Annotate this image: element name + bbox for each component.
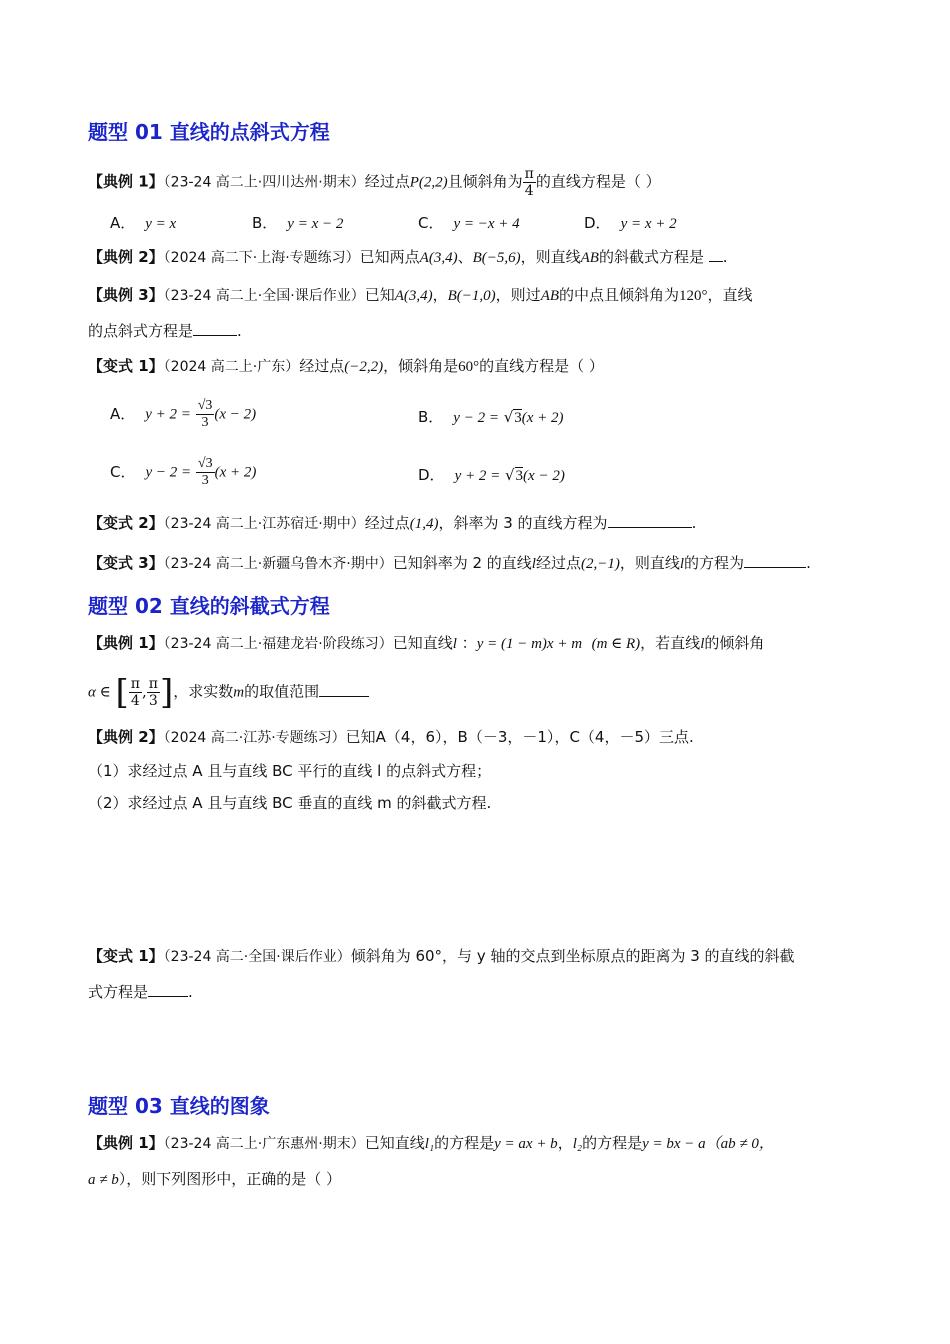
angle: 120° [679,288,708,304]
text: . [691,514,697,532]
text: 的方程是 [582,1134,643,1152]
alpha-range: α ∈ [88,684,111,701]
point-P: P(2,2) [409,174,448,191]
text: 已知 [364,286,395,304]
right-bracket: ] [159,672,174,713]
text: ，则过 [495,286,541,304]
s1-variant-2 [88,512,696,535]
text: . [806,554,811,572]
text: 、 [457,248,473,266]
text: ），则下列图形中，正确的是（ ） [118,1170,342,1188]
s3-example-1-line2 [88,1168,341,1191]
point-A: A(3,4) [419,250,458,266]
fraction-pi-4: $\frac{\pi}{4}$ [524,166,534,199]
answer-blank[interactable] [744,553,806,568]
fraction-pi-3: $\frac{\pi}{3}$ [148,676,158,709]
text: 且倾斜角为 [447,172,523,191]
s2-example-2-q1: （1）求经过点 A 且与直线 BC 平行的直线 l 的点斜式方程； [88,762,492,780]
text: ，则直线 [520,248,581,266]
text: 的点斜式方程是 [88,322,194,340]
text: . [237,322,242,340]
tag: 【变式 3】 [88,554,164,572]
text: 经过点 [535,554,581,572]
tag: 【典例 2】 [88,728,164,746]
v1-option-d: D． y + 2 = √3(x − 2) [418,466,565,484]
fraction-pi-4: $\frac{\pi}{4}$ [130,676,140,709]
option-c: C． y = −x + 4 [418,214,520,232]
line-l: l [531,556,536,572]
point-B: B(−5,6) [472,250,521,266]
answer-blank[interactable] [148,982,188,997]
text: 已知斜率为 2 的直线 [392,554,532,572]
s1-example-1 [88,166,661,199]
source: （2024 高二·江苏·专题练习） [163,730,346,746]
text: ， [432,286,448,304]
angle: 60° [458,359,480,375]
source: （23-24 高二·全国·课后作业） [163,949,351,965]
point-B: B(−1,0) [447,288,496,304]
tag: 【典例 3】 [88,286,164,304]
text: ，直线 [707,286,753,304]
v1-option-c: C． y − 2 = $\frac{√3}{3}$ (x + 2) [110,456,257,488]
v1-option-b: B． y − 2 = √3(x + 2) [418,408,564,426]
text: ，求实数 [173,682,234,701]
point-C: C（4，－5） [569,728,660,746]
condition-2: a ≠ b [88,1172,119,1188]
answer-blank[interactable] [608,513,692,528]
option-a: A． y = x [110,214,177,232]
option-b: B． y = x − 2 [252,214,344,232]
text: 的方程为 [684,554,745,572]
text: 式方程是 [88,983,149,1001]
text: 的取值范围 [244,682,320,701]
line-l: l [700,636,705,652]
segment-AB: AB [580,250,599,266]
text: ，斜率为 3 的直线方程为 [438,514,608,532]
s3-example-1 [88,1132,774,1155]
text: 经过点 [299,357,345,375]
s2-example-1 [88,632,764,655]
equation-1: y = ax + b [494,1136,558,1152]
var-m: m [233,684,245,701]
text: 已知直线 [392,634,453,652]
text: 倾斜角为 60°，与 y 轴的交点到坐标原点的距离为 3 的直线的斜截 [350,947,795,965]
answer-blank[interactable] [319,682,369,697]
s1-example-2 [88,246,728,269]
section-title-1: 题型 01 直线的点斜式方程 [88,120,330,144]
source: （23-24 高二上·新疆乌鲁木齐·期中） [163,556,393,572]
tag: 【典例 1】 [88,172,164,191]
text: ， [554,728,570,746]
s2-variant-1 [88,945,795,968]
text: ，则直线 [619,554,680,572]
point-B: B（－3，－1） [457,728,555,746]
source: （23-24 高二上·全国·课后作业） [163,288,365,304]
text: 的方程是 [434,1134,495,1152]
condition: (m ∈ R) [591,636,641,652]
text: ，若直线 [640,634,701,652]
section-title-2: 题型 02 直线的斜截式方程 [88,594,330,618]
s1-example-3 [88,284,753,307]
s2-example-2 [88,726,694,749]
point-A: A(3,4) [394,288,433,304]
s1-variant-1 [88,355,604,378]
source: （2024 高二下·上海·专题练习） [163,250,360,266]
answer-blank[interactable] [709,247,723,262]
tag: 【典例 2】 [88,248,164,266]
equation: y = (1 − m)x + m [476,636,583,652]
text: 已知 [345,728,376,746]
line-l2: l₂ [572,1136,583,1152]
line-l1: l₁ [424,1136,435,1152]
point: (2,−1) [580,556,620,572]
s2-variant-1-line2 [88,981,193,1003]
option-d: D． y = x + 2 [584,214,677,232]
text: ，倾斜角是 [383,357,459,375]
point: (1,4) [409,516,439,532]
tag: 【典例 1】 [88,634,164,652]
text: 经过点 [364,514,410,532]
line-l: l [452,636,457,652]
source: （23-24 高二上·四川达州·期末） [163,174,365,191]
text: 经过点 [364,172,410,191]
left-bracket: [ [115,672,129,713]
section-title-3: 题型 03 直线的图象 [88,1094,270,1118]
fraction: $\frac{√3}{3}$ [197,398,213,430]
text: . [188,983,193,1001]
source: （2024 高二上·广东） [163,359,300,375]
s2-example-2-q2: （2）求经过点 A 且与直线 BC 垂直的直线 m 的斜截式方程. [88,794,492,812]
point-A: A（4，6） [375,728,443,746]
fraction: $\frac{√3}{3}$ [197,456,213,488]
text: . [722,248,728,266]
text: ， [557,1134,573,1152]
text: ， [442,728,458,746]
condition: （ab ≠ 0， [705,1136,774,1152]
text: 的直线方程是（ ） [479,357,604,375]
answer-blank[interactable] [193,321,237,336]
source: （23-24 高二上·广东惠州·期末） [163,1136,365,1152]
segment-AB: AB [540,288,560,304]
s2-example-1-line2: α ∈ [ $\frac{\pi}{4}$ , $\frac{\pi}{3}$ ]，求实数m的取值范围 [88,676,369,709]
source: （23-24 高二上·江苏宿迁·期中） [163,516,365,532]
tag: 【变式 2】 [88,514,164,532]
v1-option-a: A． y + 2 = $\frac{√3}{3}$ (x − 2) [110,398,257,430]
tag: 【变式 1】 [88,357,164,375]
tag: 【典例 1】 [88,1134,164,1152]
text: 的中点且倾斜角为 [559,286,680,304]
source: （23-24 高二上·福建龙岩·阶段练习） [163,636,393,652]
text: 已知两点 [359,248,420,266]
text: 三点. [659,728,694,746]
s1-variant-3 [88,552,811,575]
text: 的斜截式方程是 [598,248,704,266]
equation-2: y = bx − a [642,1136,706,1152]
text: 的倾斜角 [704,634,765,652]
text: 的直线方程是（ ） [535,172,661,191]
s1-example-3-line2 [88,320,242,342]
text: ： [461,634,477,652]
line-l: l [679,556,685,572]
tag: 【变式 1】 [88,947,164,965]
text: 已知直线 [364,1134,425,1152]
point: (−2,2) [344,359,384,375]
